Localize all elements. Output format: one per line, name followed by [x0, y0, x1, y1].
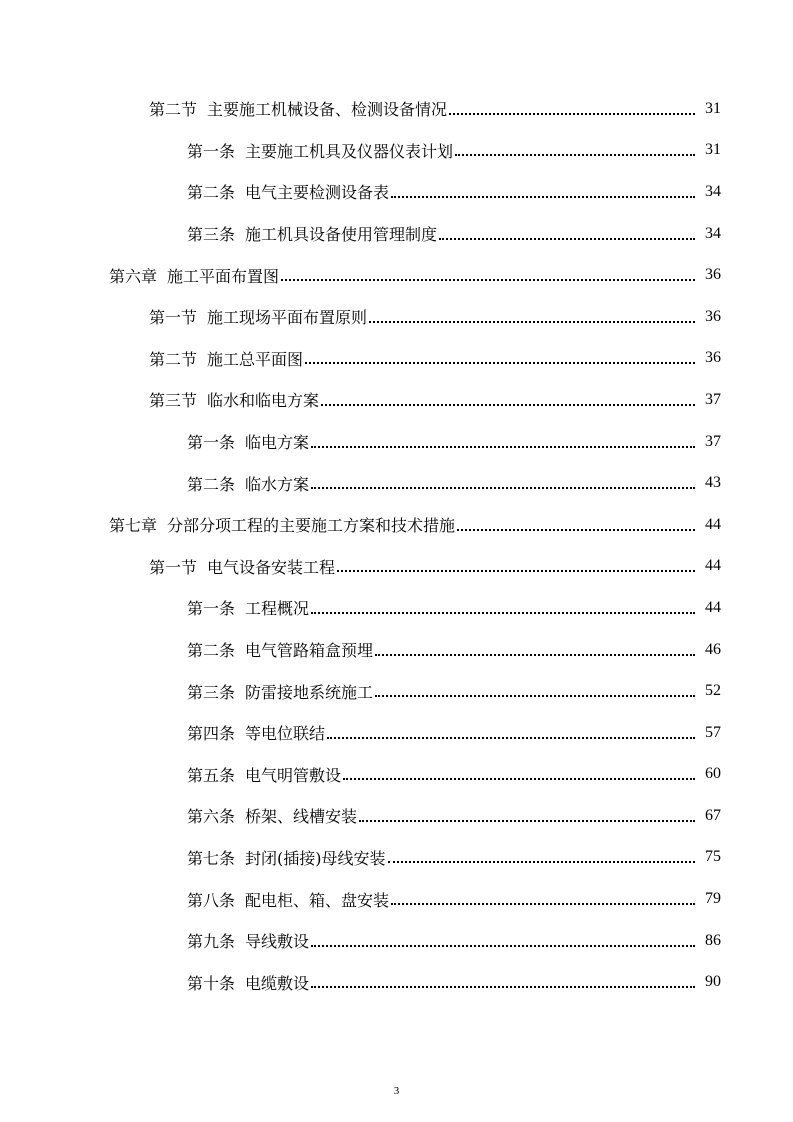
toc-entry[interactable]: [0, 795, 793, 837]
toc-entry[interactable]: [0, 754, 793, 796]
toc-entry[interactable]: [0, 837, 793, 879]
toc-entry-label: 第二条: [187, 183, 236, 203]
toc-entry-title: 施工平面布置图: [167, 266, 280, 286]
dot-leader: [375, 654, 695, 656]
toc-entry[interactable]: [0, 296, 793, 338]
toc-entry-page: 34: [705, 182, 721, 200]
toc-entry-page: 31: [705, 141, 721, 159]
toc-entry-label: 第八条: [187, 890, 236, 910]
dot-leader: [321, 404, 695, 406]
toc-entry-label: 第二节: [149, 349, 198, 369]
toc-entry-page: 37: [705, 390, 721, 408]
toc-entry-page: 60: [705, 765, 721, 783]
toc-entry-title: 施工现场平面布置原则: [207, 308, 368, 328]
toc-entry-page: 44: [705, 557, 721, 575]
toc-entry-page: 43: [705, 474, 721, 492]
dot-leader: [343, 778, 695, 780]
toc-entry-title: 桥架、线槽安装: [245, 807, 358, 827]
toc-entry-label: 第二条: [187, 474, 236, 494]
toc-entry-page: 36: [705, 349, 721, 367]
dot-leader: [327, 737, 695, 739]
toc-entry-title: 配电柜、箱、盘安装: [245, 890, 390, 910]
toc-entry-page: 86: [705, 931, 721, 949]
table-of-contents: [0, 88, 793, 1003]
page-number: 3: [393, 1085, 400, 1097]
toc-entry-label: 第九条: [187, 932, 236, 952]
dot-leader: [391, 903, 695, 905]
toc-entry-title: 主要施工机具及仪器仪表计划: [245, 141, 454, 161]
toc-entry-label: 第二节: [149, 100, 198, 120]
toc-entry[interactable]: [0, 130, 793, 172]
dot-leader: [311, 612, 695, 614]
toc-entry[interactable]: [0, 546, 793, 588]
toc-entry[interactable]: [0, 920, 793, 962]
toc-entry-title: 主要施工机械设备、检测设备情况: [207, 100, 448, 120]
toc-entry-label: 第一节: [149, 308, 198, 328]
toc-entry-title: 电气设备安装工程: [207, 557, 336, 577]
toc-entry-title: 电气主要检测设备表: [245, 183, 390, 203]
toc-entry-page: 90: [705, 973, 721, 991]
toc-entry-page: 52: [705, 682, 721, 700]
toc-entry-page: 44: [705, 598, 721, 616]
dot-leader: [388, 861, 695, 863]
toc-entry[interactable]: [0, 379, 793, 421]
toc-entry-title: 临水和临电方案: [207, 391, 320, 411]
toc-entry[interactable]: [0, 462, 793, 504]
toc-entry-title: 施工机具设备使用管理制度: [245, 225, 438, 245]
dot-leader: [305, 362, 695, 364]
toc-entry[interactable]: [0, 878, 793, 920]
toc-entry-title: 施工总平面图: [207, 349, 304, 369]
toc-entry-label: 第三条: [187, 682, 236, 702]
dot-leader: [439, 238, 695, 240]
dot-leader: [281, 279, 695, 281]
dot-leader: [449, 113, 695, 115]
toc-entry-page: 44: [705, 515, 721, 533]
toc-entry-title: 电缆敷设: [245, 973, 310, 993]
toc-entry-page: 36: [705, 266, 721, 284]
toc-entry-label: 第七条: [187, 848, 236, 868]
toc-entry-label: 第三节: [149, 391, 198, 411]
toc-entry[interactable]: [0, 587, 793, 629]
toc-entry-label: 第四条: [187, 724, 236, 744]
dot-leader: [337, 570, 695, 572]
toc-entry-page: 31: [705, 99, 721, 117]
dot-leader: [457, 529, 695, 531]
toc-entry-page: 46: [705, 640, 721, 658]
toc-entry-page: 79: [705, 890, 721, 908]
toc-entry-page: 37: [705, 432, 721, 450]
toc-entry-page: 75: [705, 848, 721, 866]
toc-entry-label: 第三条: [187, 225, 236, 245]
dot-leader: [311, 986, 695, 988]
toc-entry[interactable]: [0, 961, 793, 1003]
toc-entry[interactable]: [0, 670, 793, 712]
toc-entry-title: 电气明管敷设: [245, 765, 342, 785]
dot-leader: [311, 945, 695, 947]
toc-entry-title: 分部分项工程的主要施工方案和技术措施: [167, 516, 456, 536]
dot-leader: [455, 154, 695, 156]
toc-entry[interactable]: [0, 629, 793, 671]
toc-entry-page: 36: [705, 307, 721, 325]
toc-entry-title: 导线敷设: [245, 932, 310, 952]
toc-entry-label: 第一条: [187, 433, 236, 453]
dot-leader: [359, 820, 695, 822]
toc-entry[interactable]: [0, 213, 793, 255]
toc-entry-label: 第六条: [187, 807, 236, 827]
toc-entry-page: 34: [705, 224, 721, 242]
dot-leader: [391, 196, 695, 198]
toc-entry-label: 第五条: [187, 765, 236, 785]
toc-entry-label: 第一条: [187, 599, 236, 619]
toc-entry[interactable]: [0, 712, 793, 754]
toc-entry-title: 电气管路箱盒预埋: [245, 641, 374, 661]
toc-entry-title: 封闭(插接)母线安装: [245, 848, 386, 868]
toc-entry-title: 工程概况: [245, 599, 310, 619]
toc-entry-label: 第一条: [187, 141, 236, 161]
toc-entry-title: 等电位联结: [245, 724, 326, 744]
dot-leader: [311, 487, 695, 489]
toc-entry-page: 67: [705, 806, 721, 824]
toc-entry[interactable]: [0, 421, 793, 463]
toc-entry-label: 第十条: [187, 973, 236, 993]
toc-entry-label: 第七章: [109, 516, 158, 536]
toc-entry-label: 第二条: [187, 641, 236, 661]
dot-leader: [369, 321, 695, 323]
toc-entry-title: 临水方案: [245, 474, 310, 494]
toc-entry-label: 第一节: [149, 557, 198, 577]
toc-entry[interactable]: [0, 88, 793, 130]
toc-entry[interactable]: [0, 254, 793, 296]
toc-entry[interactable]: [0, 171, 793, 213]
dot-leader: [311, 446, 695, 448]
toc-entry[interactable]: [0, 504, 793, 546]
toc-entry-title: 临电方案: [245, 433, 310, 453]
toc-entry-label: 第六章: [109, 266, 158, 286]
toc-entry-title: 防雷接地系统施工: [245, 682, 374, 702]
toc-entry[interactable]: [0, 338, 793, 380]
toc-entry-page: 57: [705, 723, 721, 741]
dot-leader: [375, 695, 695, 697]
